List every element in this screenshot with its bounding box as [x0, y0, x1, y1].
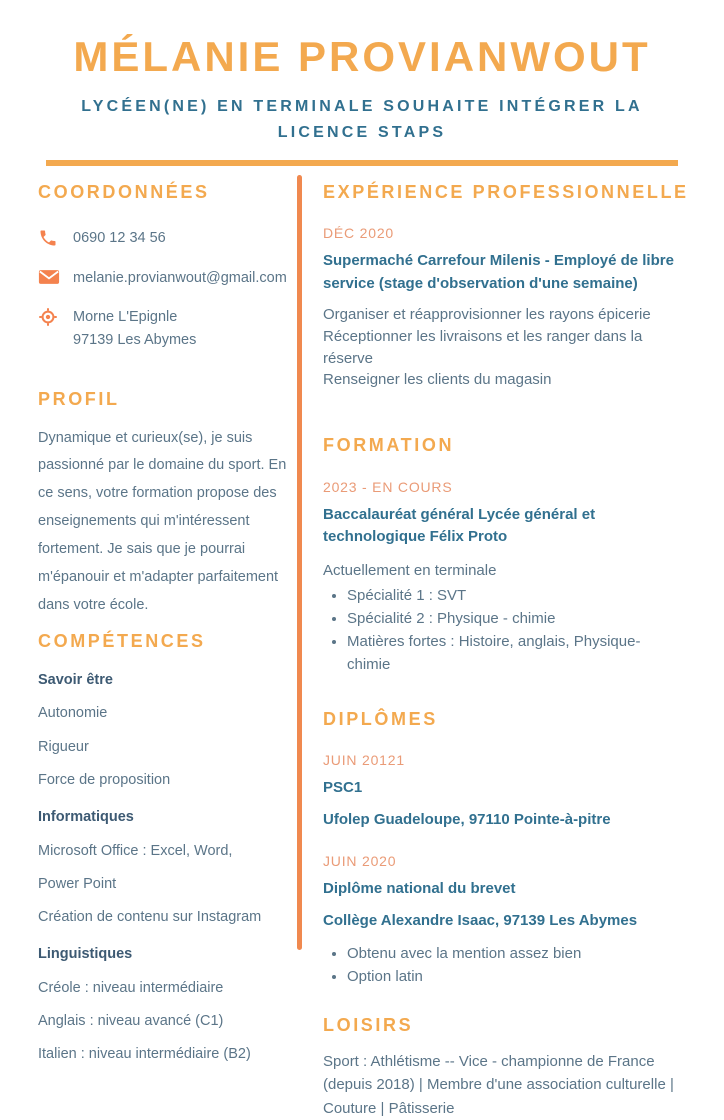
- phone-icon: [38, 227, 60, 248]
- contact-row-email: [38, 267, 288, 289]
- profil-text: Dynamique et curieux(se), je suis passionné par le domaine du sport. En ce sens, votre formation propose des enseignements qui m'intéressent fortement. Je sais que je pourrai m'épanouir et m'adapter parfaitement dans votre école.: [38, 429, 287, 613]
- experience-line: Réceptionner les livraisons et les ranger dans la réserve: [323, 327, 643, 367]
- experience-section: [323, 182, 690, 392]
- email-value: melanie.provianwout@gmail.com: [73, 269, 287, 286]
- envelope-icon: [38, 267, 60, 286]
- skill-group-savoir-etre: Savoir être: [38, 672, 113, 689]
- skill-item: Rigueur: [38, 738, 89, 755]
- diplome-date: JUIN 2020: [323, 853, 397, 870]
- skill-item: Anglais : niveau avancé (C1): [38, 1013, 224, 1029]
- formation-bullet: • Matières fortes : Histoire, anglais, Physique-chimie: [347, 630, 683, 677]
- skill-item: Italien : niveau intermédiaire (B2): [38, 1046, 251, 1063]
- diplome-bullet: • Obtenu avec la mention assez bien: [347, 942, 683, 965]
- diplomes-section: [323, 709, 690, 989]
- section-heading-experience: EXPÉRIENCE PROFESSIONNELLE: [323, 181, 689, 202]
- skill-item: Autonomie: [38, 705, 108, 722]
- address-value: [73, 306, 196, 351]
- section-heading-loisirs: LOISIRS: [323, 1014, 414, 1035]
- section-heading-coordonnees: COORDONNÉES: [38, 181, 210, 202]
- left-column: [0, 176, 298, 1120]
- section-heading-diplomes: DIPLÔMES: [323, 708, 438, 729]
- skill-group-informatiques: Informatiques: [38, 809, 134, 826]
- diplome-bullet: • Option latin: [347, 965, 683, 988]
- section-heading-profil: PROFIL: [38, 389, 120, 410]
- experience-description: [323, 304, 690, 391]
- diplome-institution: Ufolep Guadeloupe, 97110 Pointe-à-pitre: [323, 810, 611, 828]
- formation-title: Baccalauréat général Lycée général et technologique Félix Proto: [323, 505, 596, 546]
- header-rule: [46, 160, 678, 166]
- header: [0, 0, 724, 166]
- right-column: [298, 176, 724, 1120]
- diplome-institution: Collège Alexandre Isaac, 97139 Les Abymes: [323, 911, 638, 929]
- formation-bullet-list: [323, 584, 683, 677]
- experience-date: DÉC 2020: [323, 225, 394, 242]
- diplome-title: Diplôme national du brevet: [323, 880, 516, 898]
- loisirs-section: [323, 1015, 690, 1120]
- contact-row-address: [38, 306, 288, 351]
- skill-item: Power Point: [38, 875, 117, 892]
- two-column-body: [0, 176, 724, 1120]
- skill-item: Microsoft Office : Excel, Word,: [38, 842, 233, 859]
- competences-section: [38, 631, 288, 1064]
- section-heading-competences: COMPÉTENCES: [38, 631, 206, 652]
- formation-intro: Actuellement en terminale: [323, 561, 497, 579]
- contact-row-phone: [38, 227, 288, 249]
- contact-list: [38, 227, 288, 351]
- skill-item: Force de proposition: [38, 771, 171, 788]
- phone-value: 0690 12 34 56: [73, 230, 166, 247]
- diplome-bullet-list: [323, 942, 683, 989]
- skill-item: Créole : niveau intermédiaire: [38, 979, 224, 996]
- experience-title: Supermaché Carrefour Milenis - Employé de libre service (stage d'observation d'une semaine): [323, 252, 674, 292]
- formation-bullet: • Spécialité 1 : SVT: [347, 584, 683, 607]
- diplome-title: PSC1: [323, 779, 363, 797]
- location-target-icon: [38, 306, 60, 327]
- formation-bullet: • Spécialité 2 : Physique - chimie: [347, 607, 683, 630]
- address-line2: 97139 Les Abymes: [73, 331, 197, 348]
- loisirs-text: Sport : Athlétisme -- Vice - championne de France (depuis 2018) | Membre d'une association culturelle | Couture | Pâtisserie: [323, 1053, 674, 1117]
- candidate-name: MÉLANIE PROVIANWOUT: [73, 33, 651, 80]
- candidate-objective: LYCÉEN(NE) EN TERMINALE SOUHAITE INTÉGRER LA LICENCE STAPS: [81, 98, 643, 141]
- address-line1: Morne L'Epignle: [73, 309, 178, 326]
- experience-line: Organiser et réapprovisionner les rayons épicerie: [323, 306, 651, 324]
- diplome-date: JUIN 20121: [323, 752, 405, 769]
- formation-section: [323, 435, 690, 676]
- profil-section: [38, 389, 288, 619]
- experience-line: Renseigner les clients du magasin: [323, 371, 552, 389]
- column-divider: [297, 175, 302, 950]
- section-heading-formation: FORMATION: [323, 435, 455, 456]
- skill-item: Création de contenu sur Instagram: [38, 909, 262, 926]
- skill-group-linguistiques: Linguistiques: [38, 946, 133, 963]
- formation-date: 2023 - EN COURS: [323, 478, 453, 495]
